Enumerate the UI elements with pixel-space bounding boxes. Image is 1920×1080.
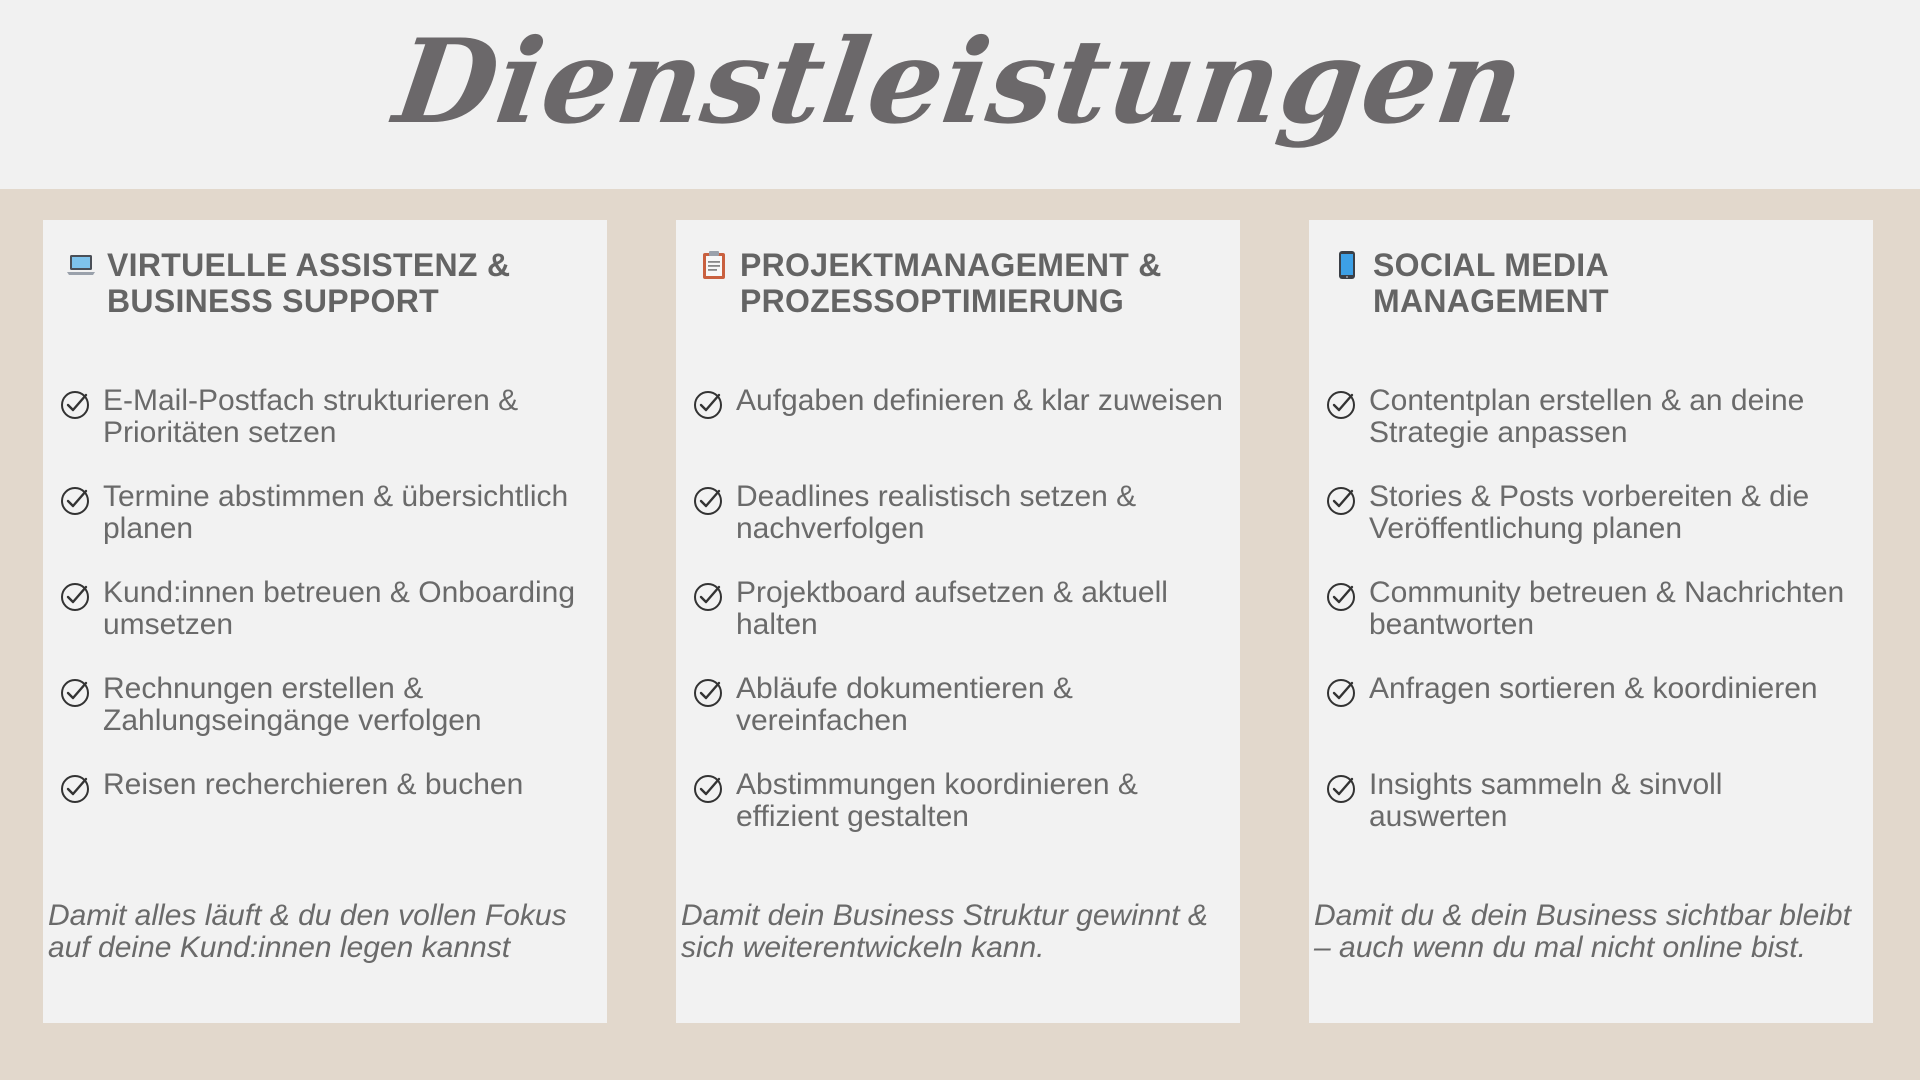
check-circle-icon bbox=[692, 485, 724, 517]
smartphone-icon bbox=[1331, 249, 1363, 281]
card-title: SOCIAL MEDIA MANAGEMENT bbox=[1373, 247, 1609, 319]
check-circle-icon bbox=[692, 389, 724, 421]
list-item bbox=[692, 385, 1232, 421]
check-circle-icon bbox=[692, 581, 724, 613]
card-title: VIRTUELLE ASSISTENZ & BUSINESS SUPPORT bbox=[107, 247, 511, 319]
list-item-text: E-Mail-Postfach strukturieren & Prioritäten setzen bbox=[103, 384, 519, 449]
check-circle-icon bbox=[1325, 485, 1357, 517]
list-item bbox=[1325, 481, 1865, 545]
card-header bbox=[65, 247, 597, 319]
card-header bbox=[698, 247, 1230, 319]
card-tagline: Damit du & dein Business sichtbar bleibt – auch wenn du mal nicht online bist. bbox=[1314, 899, 1851, 964]
list-item bbox=[692, 769, 1232, 833]
check-circle-icon bbox=[59, 581, 91, 613]
check-circle-icon bbox=[1325, 581, 1357, 613]
check-circle-icon bbox=[1325, 677, 1357, 709]
list-item bbox=[692, 577, 1232, 641]
page-title: Dienstleistungen bbox=[387, 14, 1533, 150]
list-item bbox=[692, 673, 1232, 737]
service-card-virtual-assistance bbox=[43, 220, 607, 1023]
check-circle-icon bbox=[59, 485, 91, 517]
list-item-text: Deadlines realistisch setzen & nachverfolgen bbox=[736, 480, 1137, 545]
list-item-text: Reisen recherchieren & buchen bbox=[103, 768, 524, 801]
clipboard-icon bbox=[698, 249, 730, 281]
check-circle-icon bbox=[1325, 773, 1357, 805]
check-circle-icon bbox=[59, 677, 91, 709]
laptop-icon bbox=[65, 249, 97, 281]
list-item bbox=[59, 577, 599, 641]
list-item-text: Aufgaben definieren & klar zuweisen bbox=[736, 384, 1223, 417]
service-card-social-media bbox=[1309, 220, 1873, 1023]
list-item-text: Termine abstimmen & übersichtlich planen bbox=[103, 480, 569, 545]
list-item bbox=[59, 385, 599, 449]
list-item bbox=[692, 481, 1232, 545]
list-item bbox=[59, 481, 599, 545]
list-item-text: Projektboard aufsetzen & aktuell halten bbox=[736, 576, 1168, 641]
list-item-text: Community betreuen & Nachrichten beantworten bbox=[1369, 576, 1845, 641]
header-band bbox=[0, 0, 1920, 189]
card-tagline: Damit alles läuft & du den vollen Fokus auf deine Kund:innen legen kannst bbox=[48, 899, 567, 964]
check-circle-icon bbox=[692, 773, 724, 805]
list-item bbox=[59, 673, 599, 737]
list-item-text: Insights sammeln & sinvoll auswerten bbox=[1369, 768, 1723, 833]
list-item-text: Stories & Posts vorbereiten & die Veröffentlichung planen bbox=[1369, 480, 1810, 545]
service-card-project-management bbox=[676, 220, 1240, 1023]
card-tagline: Damit dein Business Struktur gewinnt & sich weiterentwickeln kann. bbox=[681, 899, 1208, 964]
list-item bbox=[1325, 577, 1865, 641]
list-item-text: Rechnungen erstellen & Zahlungseingänge verfolgen bbox=[103, 672, 482, 737]
list-item-text: Abläufe dokumentieren & vereinfachen bbox=[736, 672, 1073, 737]
check-circle-icon bbox=[692, 677, 724, 709]
check-circle-icon bbox=[1325, 389, 1357, 421]
list-item bbox=[1325, 769, 1865, 833]
list-item-text: Abstimmungen koordinieren & effizient gestalten bbox=[736, 768, 1138, 833]
card-title: PROJEKTMANAGEMENT & PROZESSOPTIMIERUNG bbox=[740, 247, 1162, 319]
list-item-text: Kund:innen betreuen & Onboarding umsetzen bbox=[103, 576, 576, 641]
list-item bbox=[1325, 385, 1865, 449]
check-circle-icon bbox=[59, 773, 91, 805]
card-header bbox=[1331, 247, 1863, 319]
list-item bbox=[59, 769, 599, 805]
list-item bbox=[1325, 673, 1865, 709]
list-item-text: Contentplan erstellen & an deine Strategie anpassen bbox=[1369, 384, 1805, 449]
check-circle-icon bbox=[59, 389, 91, 421]
list-item-text: Anfragen sortieren & koordinieren bbox=[1369, 672, 1818, 705]
